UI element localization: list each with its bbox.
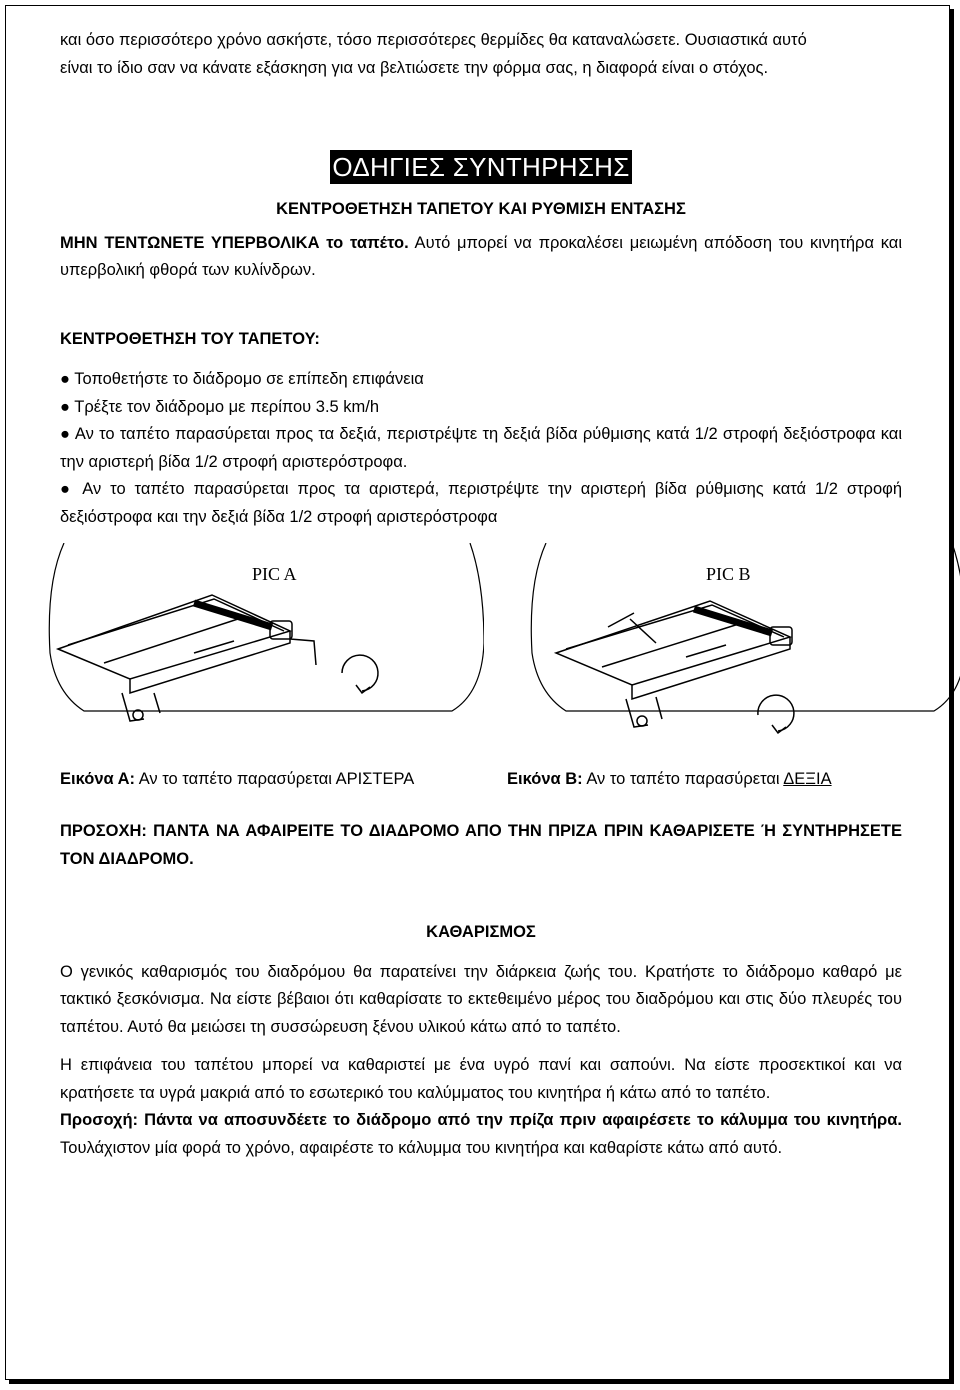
cleaning-paragraph-2: Η επιφάνεια του ταπέτου μπορεί να καθαριστεί με ένα υγρό πανί και σαπούνι. Να είστε προσεκτικοί και να κρατήσετε τα υγρά μακριά από το εσωτερικό του καλύμματος του κινητήρα ή κάτω από το ταπέτο. <box>60 1056 902 1102</box>
caption-b-bold: Εικόνα Β: <box>507 770 583 788</box>
centering-bullet-3: ● Αν το ταπέτο παρασύρεται προς τα δεξιά, περιστρέψτε τη δεξιά βίδα ρύθμισης κατά 1/2 στροφή δεξιόστροφα και την αριστερή βίδα 1/2 στροφή αριστερόστροφα. <box>60 425 902 471</box>
maintenance-title: ΟΔΗΓΙΕΣ ΣΥΝΤΗΡΗΣΗΣ <box>332 152 630 182</box>
caption-b <box>507 766 832 794</box>
pic-b-label: PIC B <box>706 564 751 584</box>
intro-paragraph <box>60 27 902 82</box>
caption-a <box>60 766 414 794</box>
tension-paragraph <box>60 230 902 285</box>
pic-b-figure <box>526 543 960 743</box>
unplug-warning: ΠΡΟΣΟΧΗ: ΠΑΝΤΑ ΝΑ ΑΦΑΙΡΕΙΤΕ ΤΟ ΔΙΑΔΡΟΜΟ ΑΠΟ ΤΗΝ ΠΡΙΖΑ ΠΡΙΝ ΚΑΘΑΡΙΣΕΤΕ Ή ΣΥΝΤΗΡΗΣΕΤΕ ΤΟΝ ΔΙΑΔΡΟΜΟ. <box>60 822 902 868</box>
centering-bullet-2: ● Τρέξτε τον διάδρομο με περίπου 3.5 km/h <box>60 397 380 416</box>
caption-a-bold: Εικόνα Α: <box>60 770 136 788</box>
maintenance-subtitle: ΚΕΝΤΡΟΘΕΤΗΣΗ ΤΑΠΕΤΟΥ ΚΑΙ ΡΥΘΜΙΣΗ ΕΝΤΑΣΗΣ <box>276 200 686 218</box>
maintenance-title-wrap <box>60 150 902 190</box>
centering-bullet-1: ● Τοποθετήστε το διάδρομο σε επίπεδη επιφάνεια <box>60 370 424 388</box>
caption-b-text: Αν το ταπέτο παρασύρεται <box>582 770 784 788</box>
tension-text: Αυτό μπορεί να προκαλέσει μειωμένη απόδοση του κινητήρα και υπερβολική φθορά των κυλίνδρων. <box>60 233 903 279</box>
intro-line-2: είναι το ίδιο σαν να κάνατε εξάσκηση για να βελτιώσετε την φόρμα σας, η διαφορά είναι ο στόχος. <box>60 58 769 77</box>
captions-row <box>60 766 902 796</box>
caption-a-text: Αν το ταπέτο παρασύρεται ΑΡΙΣΤΕΡΑ <box>135 770 415 788</box>
centering-bullet-4: ● Αν το ταπέτο παρασύρεται προς τα αριστερά, περιστρέψτε την αριστερή βίδα ρύθμισης κατά 1/2 στροφή δεξιόστροφα και την δεξιά βίδα 1/2 στροφή αριστερόστροφα <box>60 480 902 526</box>
page-border-shadow-bottom <box>9 1380 954 1384</box>
document-body <box>60 27 902 1162</box>
pic-a-label: PIC A <box>252 564 297 584</box>
cleaning-caution-text: Τουλάχιστον μία φορά το χρόνο, αφαιρέστε το κάλυμμα του κινητήρα και καθαρίστε κάτω από αυτό. <box>60 1138 783 1157</box>
cleaning-paragraph-3 <box>60 1107 902 1162</box>
pictures-row <box>60 543 902 748</box>
centering-heading: ΚΕΝΤΡΟΘΕΤΗΣΗ ΤΟΥ ΤΑΠΕΤΟΥ: <box>60 329 320 348</box>
intro-line-1: και όσο περισσότερο χρόνο ασκήστε, τόσο περισσότερες θερμίδες θα καταναλώσετε. Ουσιαστικά αυτό <box>60 31 807 49</box>
caption-b-underlined: ΔΕΞΙΑ <box>783 770 832 788</box>
cleaning-paragraph-1: Ο γενικός καθαρισμός του διαδρόμου θα παρατείνει την διάρκεια ζωής του. Κρατήστε το διάδρομο καθαρό με τακτικό ξεσκόνισμα. Να είστε βέβαιοι ότι καθαρίσατε το εκτεθειμένο μέρος του διαδρόμου και στις δύο πλευρές του ταπέτου. Αυτό θα μειώσει τη συσσώρευση ξένου υλικού κάτω από το ταπέτο. <box>60 962 902 1036</box>
tension-bold-text: ΜΗΝ ΤΕΝΤΩΝΕΤΕ ΥΠΕΡΒΟΛΙΚΑ το ταπέτο. <box>60 233 409 252</box>
cleaning-caution-bold: Προσοχή: Πάντα να αποσυνδέετε το διάδρομο από την πρίζα πριν αφαιρέσετε το κάλυμμα του κινητήρα. <box>60 1111 902 1129</box>
cleaning-title: ΚΑΘΑΡΙΣΜΟΣ <box>426 923 536 941</box>
pic-a-figure <box>44 543 484 743</box>
